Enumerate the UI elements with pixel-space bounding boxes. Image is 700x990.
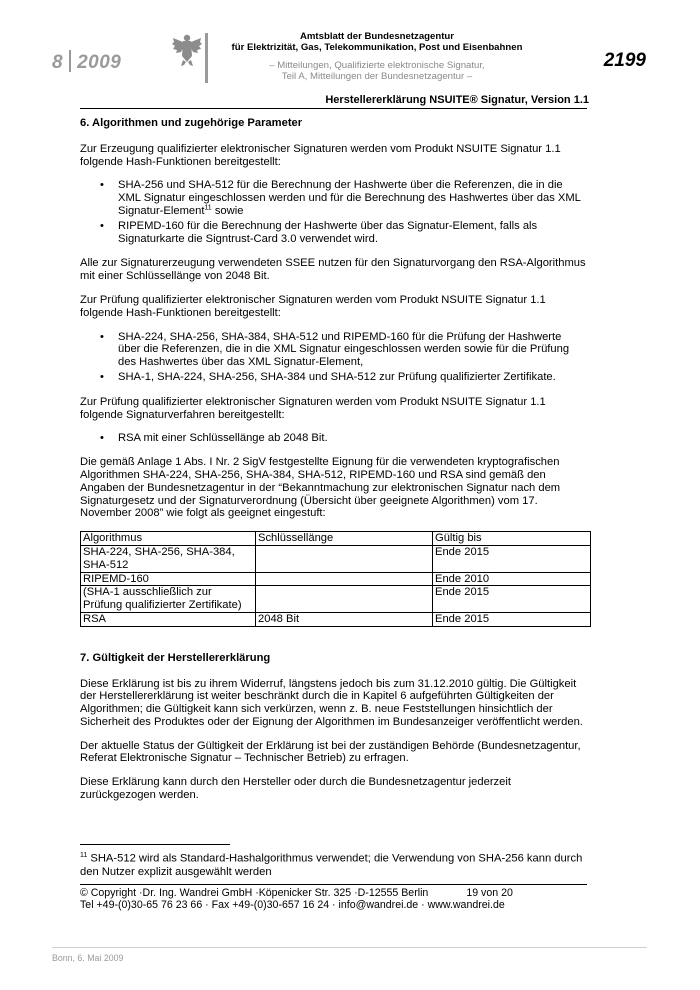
list-item: • SHA-224, SHA-256, SHA-384, SHA-512 und RIPEMD-160 für die Prüfung der Hashwerte über die Referenzen, die in die XML Signatur eingeschlossen werden sowie für die Prüfung des Hashwertes über das XML Signatur-Element,: [80, 331, 586, 369]
table-cell: 2048 Bit: [256, 612, 433, 626]
paragraph: Alle zur Signaturerzeugung verwendeten SSEE nutzen für den Signaturvorgang den RSA-Algorithmus mit einer Schlüssellänge von 2048 Bit.: [80, 257, 586, 283]
footer-page-of: 19 von 20: [466, 887, 513, 899]
list-item: • RSA mit einer Schlüssellänge ab 2048 Bit.: [80, 432, 586, 445]
table-cell: (SHA-1 ausschließlich zur Prüfung qualifizierter Zertifikate): [81, 586, 256, 613]
table-cell: Ende 2015: [433, 545, 591, 572]
main-content: [80, 117, 586, 813]
print-date: Bonn, 6. Mai 2009: [52, 953, 124, 963]
title-rule: [80, 108, 587, 109]
page-number: 2199: [603, 50, 646, 71]
footer-rule: [80, 884, 587, 885]
hash-functions-verification-list: [80, 331, 586, 384]
issue-separator: [69, 50, 71, 72]
table-cell: Ende 2010: [433, 572, 591, 586]
table-row: [81, 586, 591, 613]
list-item: • SHA-1, SHA-224, SHA-256, SHA-384 und SHA-512 zur Prüfung qualifizierter Zertifikate.: [80, 371, 586, 384]
paragraph: Diese Erklärung ist bis zu ihrem Widerruf, längstens jedoch bis zum 31.12.2010 gültig. Die Gültigkeit der Herstellererklärung ist weiter beschränkt durch die in Kapitel 6 aufgeführten Gültigkeiten der Algorithmen; die Gültigkeit kann sich verkürzen, wenn z. B. neue Feststellungen hinsichtlich der Sicherheit des Produktes oder der Eignung der Algorithmen im Bundesanzeiger veröffentlicht werden.: [80, 677, 583, 728]
footer: [80, 887, 587, 911]
table-header-cell: Algorithmus: [81, 532, 256, 546]
table-row: [81, 572, 591, 586]
section-6-heading: 6. Algorithmen und zugehörige Parameter: [80, 117, 303, 129]
paragraph: Die gemäß Anlage 1 Abs. I Nr. 2 SigV festgestellte Eignung für die verwendeten kryptografischen Algorithmen SHA-224, SHA-256, SHA-384, SHA-512, RIPEMD-160 und RSA sind gemäß den Angaben der Bundesnetzagentur in der “Bekanntmachung zur elektronischen Signatur nach dem Signaturgesetz und der Signaturverordnung (Übersicht über geeignete Algorithmen) vom 17. November 2008” wie folgt als geeignet eingestuft:: [80, 456, 561, 520]
federal-eagle-icon: [172, 32, 202, 68]
table-cell: Ende 2015: [433, 612, 591, 626]
table-row: [81, 545, 591, 572]
paragraph: Zur Prüfung qualifizierter elektronischer Signaturen werden vom Produkt NSUITE Signatur 1.1 folgende Hash-Funktionen bereitgestellt:: [80, 293, 546, 319]
hash-functions-creation-list: [80, 179, 586, 245]
footnote-rule: [80, 844, 230, 845]
gazette-header: [212, 31, 542, 82]
paragraph: Zur Erzeugung qualifizierter elektronischer Signaturen werden vom Produkt NSUITE Signatur 1.1 folgende Hash-Funktionen bereitgestellt:: [80, 142, 561, 168]
table-cell: RIPEMD-160: [81, 572, 256, 586]
paragraph: Der aktuelle Status der Gültigkeit der Erklärung ist bei der zuständigen Behörde (Bundesnetzagentur, Referat Elektronische Signatur – Technischer Betrieb) zu erfragen.: [80, 739, 581, 765]
table-header-row: [81, 532, 591, 546]
footnote-number: 11: [80, 852, 88, 859]
algorithm-table: [80, 531, 591, 627]
table-cell: [256, 545, 433, 572]
issue-year: 2009: [77, 52, 122, 73]
header-divider: [205, 33, 208, 83]
footnote-ref[interactable]: 11: [204, 204, 212, 212]
footnote-text: SHA-512 wird als Standard-Hashalgorithmus verwendet; die Verwendung von SHA-256 kann durch den Nutzer explizit ausgewählt werden: [80, 852, 583, 878]
list-item: • SHA-256 und SHA-512 für die Berechnung der Hashwerte über die Referenzen, die in die XML Signatur eingeschlossen werden und für die Berechnung des Hashwertes über das XML Signatur-Element$^{11}$ sowie: [80, 179, 586, 217]
table-cell: [256, 572, 433, 586]
footer-copyright: © Copyright ·Dr. Ing. Wandrei GmbH ·Köpenicker Str. 325 ·D-12555 Berlin: [80, 887, 429, 899]
table-row: [81, 612, 591, 626]
gazette-title-line2: für Elektrizität, Gas, Telekommunikation, Post und Eisenbahnen: [231, 42, 523, 53]
footnote: [80, 850, 586, 878]
section-line2: Teil A, Mitteilungen der Bundesnetzagentur –: [281, 71, 473, 82]
section-line1: – Mitteilungen, Qualifizierte elektronische Signatur,: [269, 60, 485, 71]
list-item: • RIPEMD-160 für die Berechnung der Hashwerte über das Signatur-Element, falls als Signaturkarte die Signtrust-Card 3.0 verwendet wird.: [80, 220, 586, 246]
document-title: Herstellererklärung NSUITE® Signatur, Version 1.1: [325, 94, 589, 106]
table-cell: RSA: [81, 612, 256, 626]
gazette-title-line1: Amtsblatt der Bundesnetzagentur: [299, 31, 455, 42]
issue-number: 8: [52, 52, 64, 73]
bottom-rule: [52, 947, 647, 948]
paragraph: Diese Erklärung kann durch den Hersteller oder durch die Bundesnetzagentur jederzeit zurückgezogen werden.: [80, 776, 511, 802]
table-cell: [256, 586, 433, 613]
table-cell: SHA-224, SHA-256, SHA-384, SHA-512: [81, 545, 256, 572]
section-7-heading: 7. Gültigkeit der Herstellererklärung: [80, 651, 271, 664]
table-cell: Ende 2015: [433, 586, 591, 613]
table-header-cell: Schlüssellänge: [256, 532, 433, 546]
paragraph: Zur Prüfung qualifizierter elektronischer Signaturen werden vom Produkt NSUITE Signatur 1.1 folgende Signaturverfahren bereitgestellt:: [80, 395, 546, 421]
signature-methods-list: [80, 432, 586, 445]
footer-contact: Tel +49-(0)30-65 76 23 66 · Fax +49-(0)30-657 16 24 · info@wandrei.de · www.wandrei.de: [80, 899, 505, 912]
issue-label: [52, 50, 121, 74]
table-header-cell: Gültig bis: [433, 532, 591, 546]
